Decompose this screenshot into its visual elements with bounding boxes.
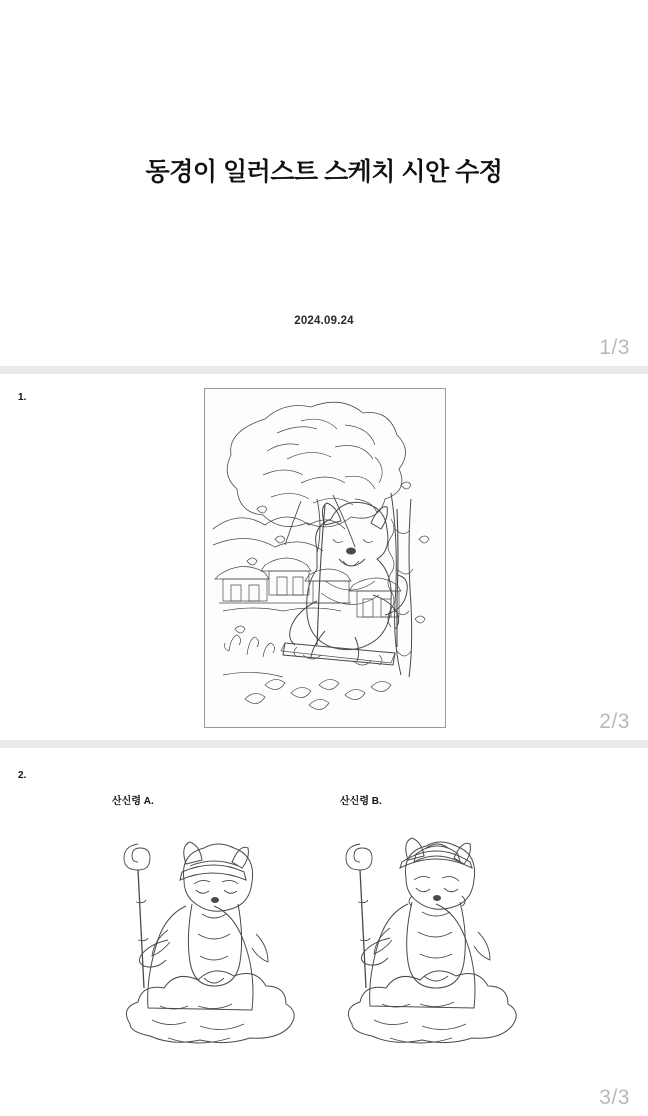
page-1[interactable] bbox=[0, 0, 648, 366]
page-indicator-2: 2/3 bbox=[599, 710, 630, 733]
item-number-2: 2. bbox=[18, 770, 27, 781]
page-title: 동경이 일러스트 스케치 시안 수정 bbox=[145, 158, 503, 186]
page-divider-1 bbox=[0, 366, 648, 374]
figure-label-b: 산신령 B. bbox=[340, 796, 382, 807]
swing-sketch-illustration bbox=[205, 389, 443, 725]
figure-label-a: 산신령 A. bbox=[112, 796, 154, 807]
page-2[interactable] bbox=[0, 374, 648, 740]
illustration-sanshin-b[interactable] bbox=[330, 810, 560, 1060]
illustration-sanshin-a[interactable] bbox=[108, 810, 338, 1060]
sanshin-b-drawing bbox=[330, 810, 560, 1060]
page-3[interactable] bbox=[0, 748, 648, 1116]
page-divider-2 bbox=[0, 740, 648, 748]
page-indicator-3: 3/3 bbox=[599, 1086, 630, 1109]
sketch-frame-swing[interactable] bbox=[204, 388, 446, 728]
sanshin-a-drawing bbox=[108, 810, 338, 1060]
document-date: 2024.09.24 bbox=[294, 315, 354, 327]
page-indicator-1: 1/3 bbox=[599, 336, 630, 359]
item-number-1: 1. bbox=[18, 392, 27, 403]
